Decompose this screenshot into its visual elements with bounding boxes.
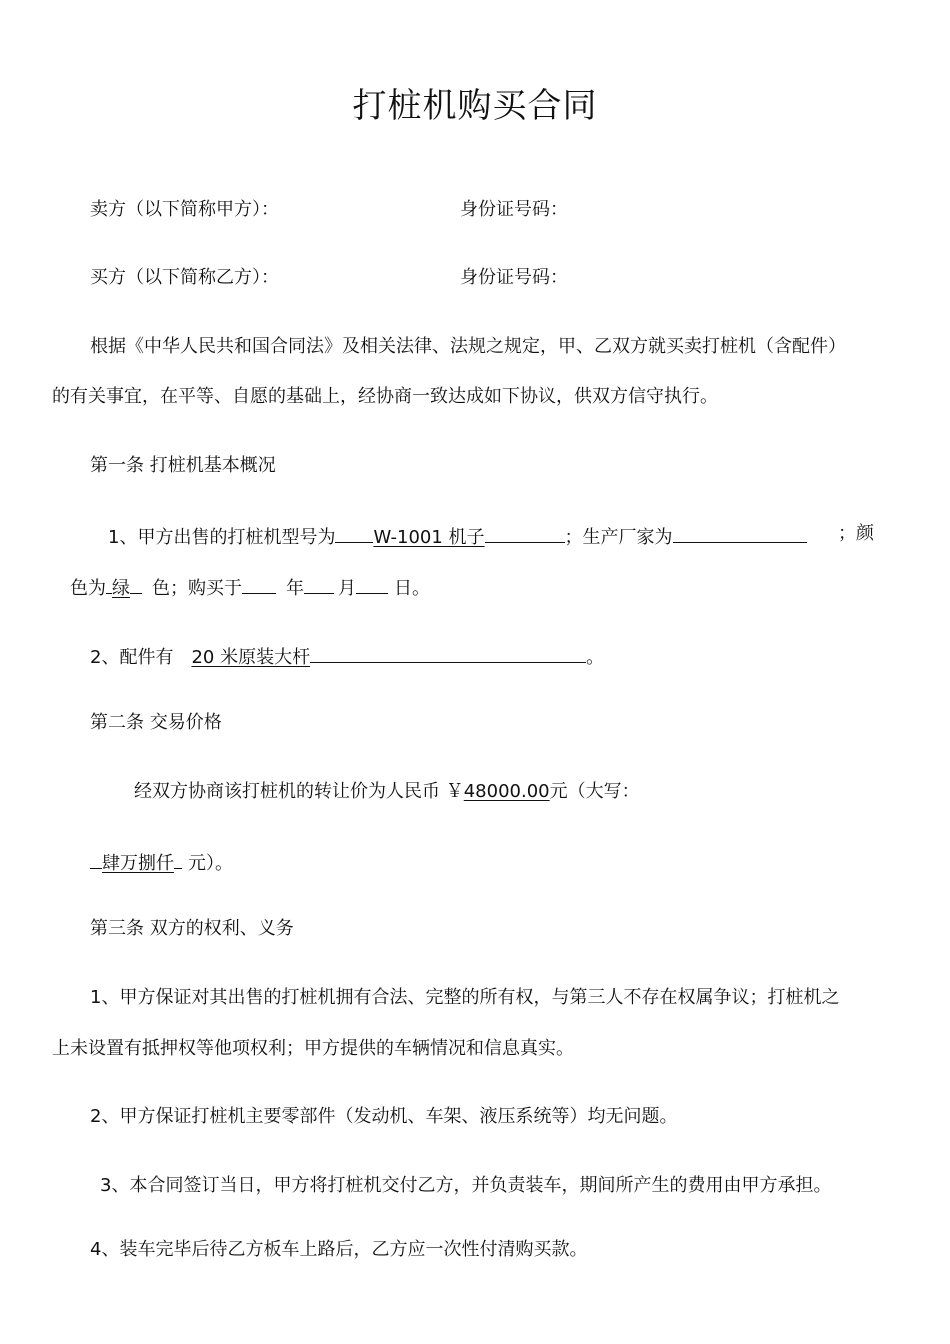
seller-label: 卖方（以下简称甲方）： — [90, 199, 279, 220]
accessories-blank — [310, 642, 586, 663]
article-3-heading: 第三条 双方的权利、义务 — [90, 918, 294, 939]
year-blank — [242, 573, 276, 594]
article-3-item-1-line-1: 1、甲方保证对其出售的打桩机拥有合法、完整的所有权，与第三人不存在权属争议；打桩机之 — [90, 987, 840, 1008]
article-2-price — [134, 780, 640, 804]
seller-id-label: 身份证号码： — [460, 199, 568, 220]
month-label: 月 — [338, 578, 356, 599]
article-2-heading: 第二条 交易价格 — [90, 712, 222, 733]
document-title: 打桩机购买合同 — [352, 86, 598, 126]
article-3-item-2: 2、甲方保证打桩机主要零部件（发动机、车架、液压系统等）均无问题。 — [90, 1106, 678, 1127]
accessories-value: 20 米原装大杆 — [191, 647, 311, 668]
color-value: 绿 — [112, 578, 130, 599]
model-blank-right — [485, 522, 565, 543]
manufacturer-blank — [673, 522, 807, 543]
price-prefix: 经双方协商该打桩机的转让价为人民币 ￥ — [134, 781, 464, 802]
article-3-item-4: 4、装车完毕后待乙方板车上路后，乙方应一次性付清购买款。 — [90, 1239, 588, 1260]
accessories-suffix: 。 — [586, 647, 605, 668]
accessories-prefix: 2、配件有 — [90, 647, 174, 668]
buyer-label: 买方（以下简称乙方）： — [90, 267, 279, 288]
model-prefix: 1、甲方出售的打桩机型号为 — [108, 527, 336, 548]
model-value: W-1001 机子 — [373, 527, 485, 548]
price-words-suffix: 元）。 — [188, 853, 233, 874]
article-3-item-1-line-2: 上未设置有抵押权等他项权利；甲方提供的车辆情况和信息真实。 — [52, 1038, 574, 1059]
price-suffix: 元（大写： — [549, 781, 640, 802]
month-blank — [304, 573, 334, 594]
article-1-item-1 — [108, 522, 807, 550]
article-1-heading: 第一条 打桩机基本概况 — [90, 455, 276, 476]
model-blank-left — [335, 522, 373, 543]
article-2-price-words — [90, 848, 233, 876]
color-suffix: 色；购买于 — [152, 578, 242, 599]
day-label: 日。 — [394, 578, 430, 599]
price-words: 肆万捌仟 — [102, 853, 174, 874]
color-prefix: 色为 — [70, 578, 106, 599]
price-value: 48000.00 — [463, 781, 550, 802]
year-label: 年 — [286, 578, 304, 599]
article-1-item-2 — [90, 642, 604, 670]
article-3-item-3: 3、本合同签订当日，甲方将打桩机交付乙方，并负责装车，期间所产生的费用由甲方承担。 — [100, 1175, 832, 1196]
article-1-color-date — [70, 573, 430, 601]
intro-line-1: 根据《中华人民共和国合同法》及相关法律、法规之规定，甲、乙双方就买卖打桩机（含配件） — [90, 336, 846, 357]
intro-line-2: 的有关事宜，在平等、自愿的基础上，经协商一致达成如下协议，供双方信守执行。 — [52, 386, 718, 407]
color-suffix-label: ；颜 — [838, 523, 874, 544]
day-blank — [356, 573, 388, 594]
buyer-id-label: 身份证号码： — [460, 267, 568, 288]
manufacturer-label: ；生产厂家为 — [564, 527, 673, 548]
